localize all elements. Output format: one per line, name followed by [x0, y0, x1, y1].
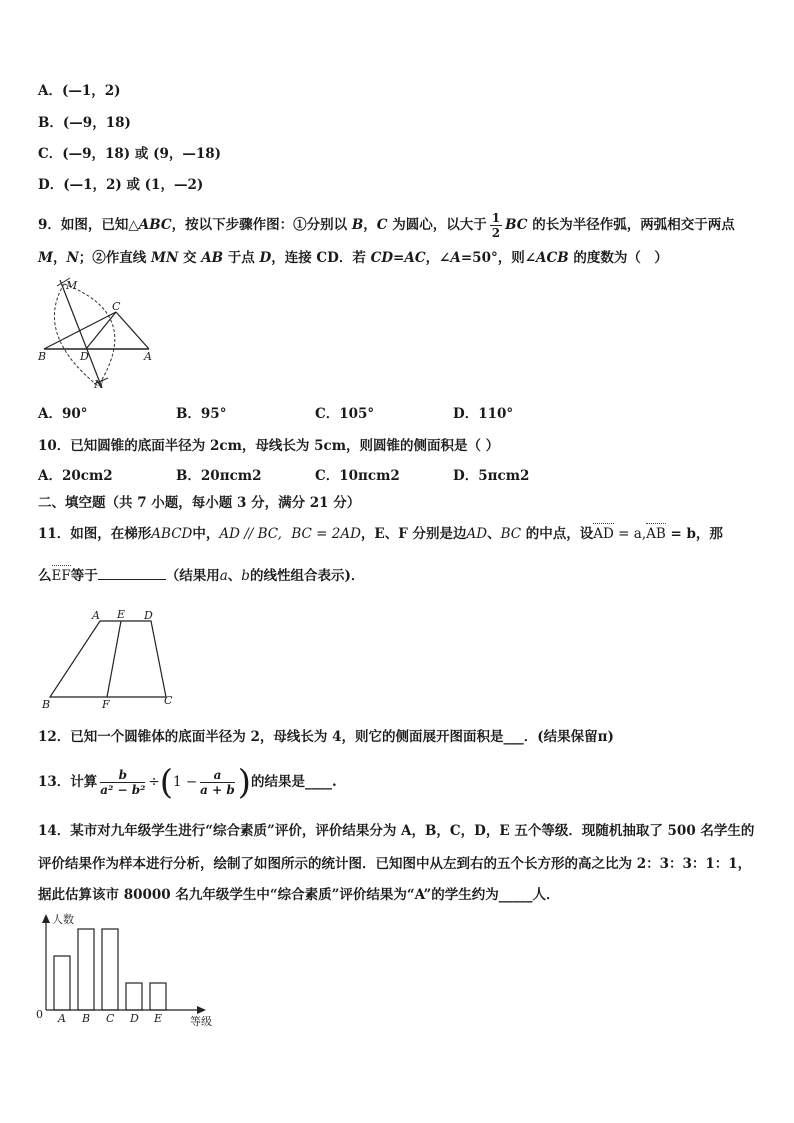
origin-label: 0	[36, 1008, 43, 1021]
bar-chart	[30, 910, 230, 1030]
fraction-one-half: $\frac{1}{2}$	[491, 211, 501, 240]
label-F: F	[102, 698, 110, 711]
question-14-line1: 14．某市对九年级学生进行“综合素质”评价，评价结果分为 A，B，C，D，E 五个等级．现随机抽取了 500 名学生的	[38, 823, 755, 839]
option-9a: A．90°	[38, 406, 88, 422]
question-11-line1: 11．如图，在梯形ABCD中，AD // BC, BC = 2AD，E、F 分别是边AD、BC 的中点，设AD = a,AB = b，那	[38, 526, 723, 542]
option-8b: B．(—9，18)	[38, 115, 131, 131]
question-12: 12．已知一个圆锥体的底面半径为 2，母线长为 4，则它的侧面展开图面积是___．(结果保留π)	[38, 729, 614, 745]
label-C: C	[164, 694, 173, 707]
bar-E	[150, 983, 166, 1010]
question-10: 10．已知圆锥的底面半径为 2cm，母线长为 5cm，则圆锥的侧面积是（ ）	[38, 438, 500, 454]
question-14-line3: 据此估算该市 80000 名九年级学生中“综合素质”评价结果为“A”的学生约为_____人．	[38, 887, 560, 903]
tick-label-E: E	[154, 1012, 163, 1025]
option-10d: D．5πcm2	[453, 468, 530, 484]
option-8a: A．(—1，2)	[38, 83, 121, 99]
label-D: D	[80, 350, 89, 363]
triangle-construction-figure	[34, 274, 164, 394]
fraction-a-over-a-plus-b: $\frac{a}{a + b}$	[200, 768, 235, 797]
bar-D	[126, 983, 142, 1010]
question-13: 13．计算 $\frac{b}{\text{a² − b²}}$ ÷(1 − $\frac{a}{a + b}$ )的结果是____.	[38, 762, 337, 803]
bar-B	[78, 929, 94, 1010]
option-10c: C．10πcm2	[315, 468, 400, 484]
fraction-b-over-a2-b2: $\frac{b}{\text{a² − b²}}$	[100, 768, 146, 797]
label-B: B	[42, 698, 51, 711]
label-C: C	[112, 300, 121, 313]
y-axis-arrow	[42, 914, 50, 923]
question-9-line1: 9．如图，已知△ABC，按以下步骤作图：①分别以 B，C 为圆心，以大于 $\frac{1}{2}$ BC 的长为半径作弧，两弧相交于两点	[38, 211, 735, 240]
label-E: E	[117, 608, 126, 621]
label-A: A	[92, 609, 100, 622]
question-14-line2: 评价结果作为样本进行分析，绘制了如图所示的统计图．已知图中从左到右的五个长方形的高之比为 2：3：3：1：1，	[38, 856, 752, 872]
x-axis-arrow	[197, 1006, 206, 1014]
section-heading: 二、填空题（共 7 小题，每小题 3 分，满分 21 分）	[38, 495, 361, 511]
answer-blank	[98, 567, 166, 580]
tick-label-B: B	[82, 1012, 91, 1025]
x-axis-label: 等级	[190, 1015, 212, 1028]
question-11-line2: 么EF等于 （结果用a、b的线性组合表示)．	[38, 568, 365, 584]
label-A: A	[144, 350, 152, 363]
question-9-line2: M，N；②作直线 MN 交 AB 于点 D，连接 CD．若 CD=AC，∠A=50°，则∠ACB 的度数为（ ）	[38, 250, 668, 266]
bar-A	[54, 956, 70, 1010]
y-axis-label: 人数	[52, 913, 74, 926]
option-9d: D．110°	[453, 406, 514, 422]
option-9c: C．105°	[315, 406, 375, 422]
option-9b: B．95°	[176, 406, 227, 422]
option-8c: C．(—9，18) 或 (9，—18)	[38, 146, 222, 162]
bar-C	[102, 929, 118, 1010]
label-D: D	[144, 609, 153, 622]
label-B: B	[38, 350, 47, 363]
trapezoid-figure	[38, 604, 178, 714]
tick-label-D: D	[130, 1012, 139, 1025]
label-N: N	[94, 378, 104, 391]
tick-label-C: C	[106, 1012, 115, 1025]
option-10a: A．20cm2	[38, 468, 113, 484]
option-8d: D．(—1，2) 或 (1，—2)	[38, 177, 204, 193]
option-10b: B．20πcm2	[176, 468, 262, 484]
tick-label-A: A	[58, 1012, 66, 1025]
label-M: M	[66, 279, 78, 292]
